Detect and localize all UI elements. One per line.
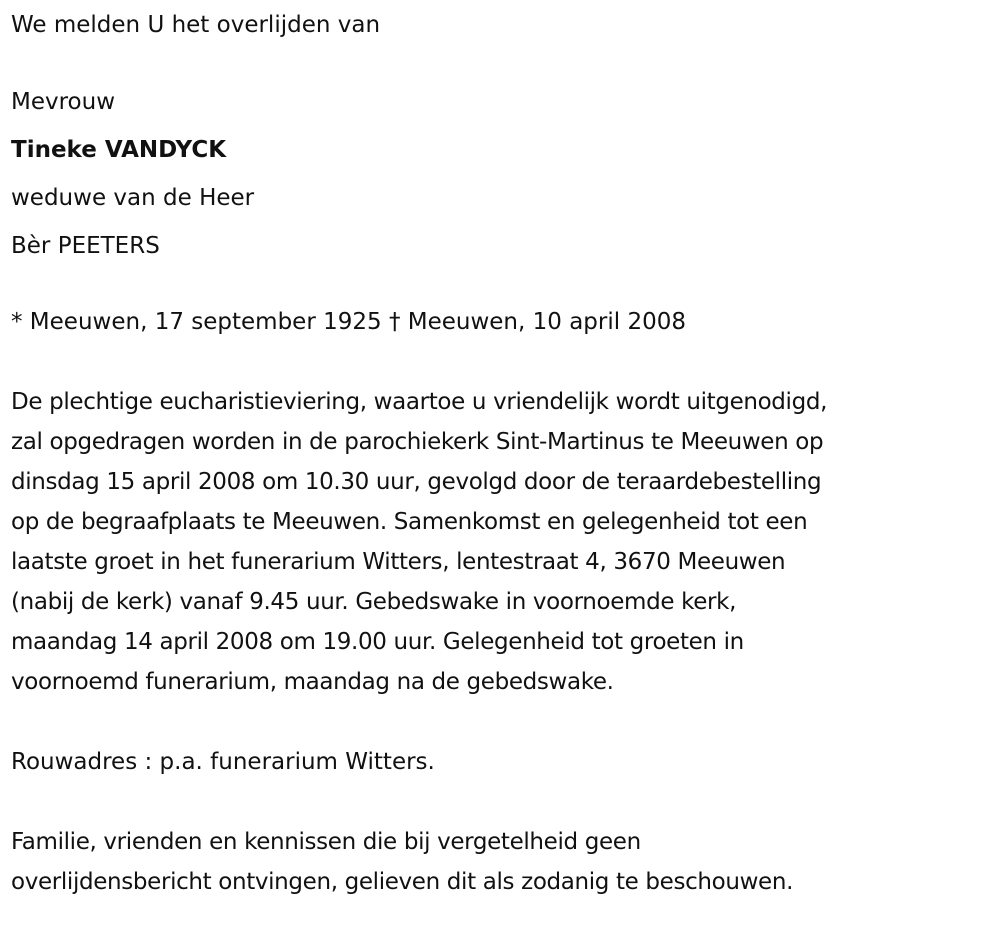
birth-death-dates: * Meeuwen, 17 september 1925 † Meeuwen, 10 april 2008	[11, 309, 686, 335]
spacer	[11, 782, 996, 822]
deceased-name: Tineke VANDYCK	[11, 137, 227, 163]
spacer	[11, 702, 996, 742]
ceremony-line: voornoemd funerarium, maandag na de gebedswake.	[11, 669, 614, 695]
ceremony-line: zal opgedragen worden in de parochiekerk Sint-Martinus te Meeuwen op	[11, 429, 824, 455]
relation-line: weduwe van de Heer	[11, 185, 255, 211]
ceremony-paragraph	[11, 382, 996, 702]
ceremony-line: De plechtige eucharistieviering, waartoe u vriendelijk wordt uitgenodigd,	[11, 389, 828, 415]
ceremony-line: maandag 14 april 2008 om 19.00 uur. Gelegenheid tot groeten in	[11, 629, 744, 655]
closing-line: Familie, vrienden en kennissen die bij vergetelheid geen	[11, 829, 641, 855]
mourning-address: Rouwadres : p.a. funerarium Witters.	[11, 749, 435, 775]
obituary-notice	[11, 0, 996, 902]
intro-line: We melden U het overlijden van	[11, 12, 381, 38]
title-prefix: Mevrouw	[11, 89, 116, 115]
ceremony-line: (nabij de kerk) vanaf 9.45 uur. Gebedswake in voornoemde kerk,	[11, 589, 737, 615]
closing-line: overlijdensbericht ontvingen, gelieven dit als zodanig te beschouwen.	[11, 869, 794, 895]
ceremony-line: op de begraafplaats te Meeuwen. Samenkomst en gelegenheid tot een	[11, 509, 808, 535]
ceremony-line: dinsdag 15 april 2008 om 10.30 uur, gevolgd door de teraardebestelling	[11, 469, 822, 495]
spacer	[11, 342, 996, 382]
spouse-name: Bèr PEETERS	[11, 233, 160, 259]
ceremony-line: laatste groet in het funerarium Witters, lentestraat 4, 3670 Meeuwen	[11, 549, 786, 575]
closing-paragraph	[11, 822, 996, 902]
spacer	[11, 270, 996, 302]
